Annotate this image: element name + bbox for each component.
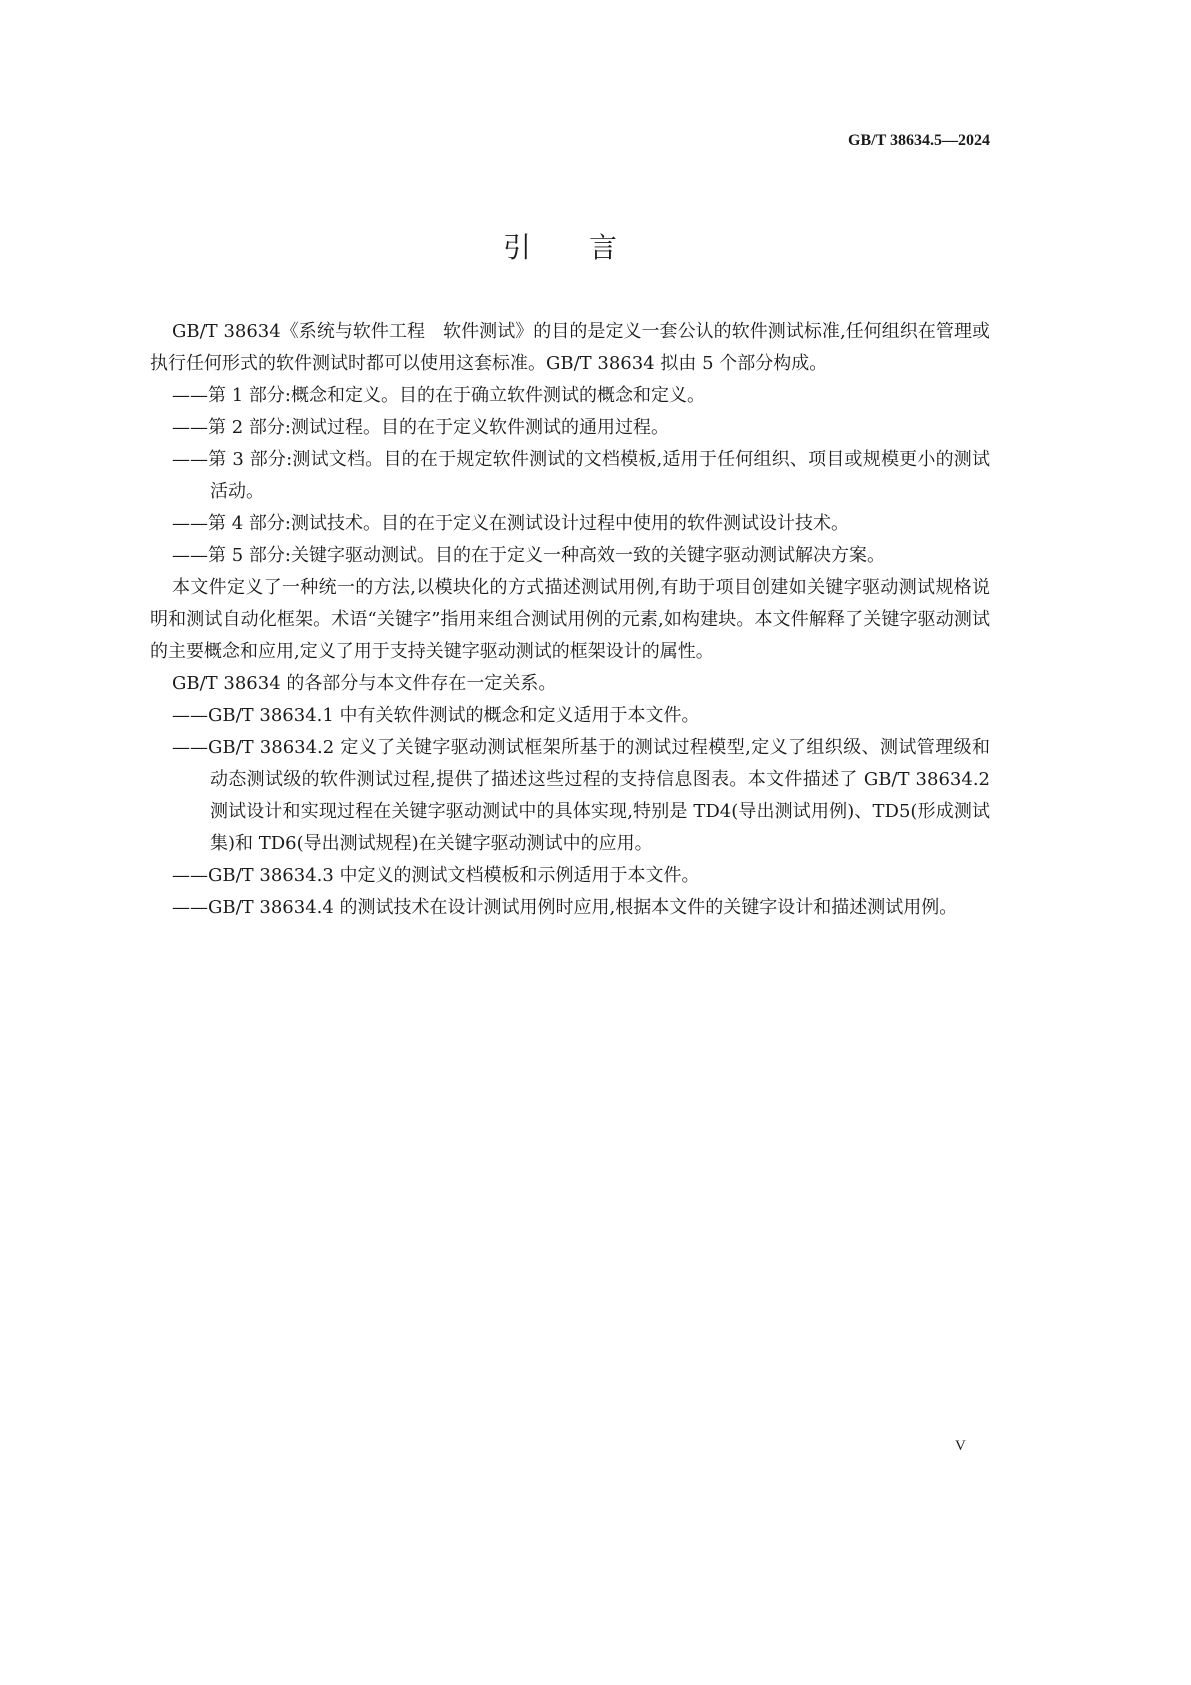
list-item-part-1: ——第 1 部分:概念和定义。目的在于确立软件测试的概念和定义。	[172, 385, 705, 406]
list-item-relation-4: ——GB/T 38634.4 的测试技术在设计测试用例时应用,根据本文件的关键字设计和描述测试用例。	[172, 897, 958, 918]
list-item-part-3: ——第 3 部分:测试文档。目的在于规定软件测试的文档模板,适用于任何组织、项目或规模更小的测试活动。	[172, 449, 990, 502]
list-item-part-4: ——第 4 部分:测试技术。目的在于定义在测试设计过程中使用的软件测试设计技术。	[172, 513, 849, 534]
paragraph-relations: GB/T 38634 的各部分与本文件存在一定关系。	[172, 673, 557, 694]
paragraph-method: 本文件定义了一种统一的方法,以模块化的方式描述测试用例,有助于项目创建如关键字驱动测试规格说明和测试自动化框架。术语“关键字”指用来组合测试用例的元素,如构建块。本文件解释了关键字驱动测试的主要概念和应用,定义了用于支持关键字驱动测试的框架设计的属性。	[150, 577, 990, 662]
list-item-part-5: ——第 5 部分:关键字驱动测试。目的在于定义一种高效一致的关键字驱动测试解决方案。	[172, 545, 885, 566]
list-item-relation-2: ——GB/T 38634.2 定义了关键字驱动测试框架所基于的测试过程模型,定义了组织级、测试管理级和动态测试级的软件测试过程,提供了描述这些过程的支持信息图表。本文件描述了 GB/T 38634.2测试设计和实现过程在关键字驱动测试中的具体实现,特别是 TD4(导出测试用例)、TD5(形成测试集)和 TD6(导出测试规程)在关键字驱动测试中的应用。	[172, 737, 990, 854]
paragraph-intro: GB/T 38634《系统与软件工程 软件测试》的目的是定义一套公认的软件测试标准,任何组织在管理或执行任何形式的软件测试时都可以使用这套标准。GB/T 38634 拟由 5 个部分构成。	[150, 321, 990, 374]
list-item-relation-3: ——GB/T 38634.3 中定义的测试文档模板和示例适用于本文件。	[172, 865, 700, 886]
body-content	[150, 316, 990, 924]
list-item-relation-1: ——GB/T 38634.1 中有关软件测试的概念和定义适用于本文件。	[172, 705, 700, 726]
list-item-part-2: ——第 2 部分:测试过程。目的在于定义软件测试的通用过程。	[172, 417, 669, 438]
standard-number-header: GB/T 38634.5—2024	[848, 132, 990, 149]
page-number: V	[955, 1438, 966, 1454]
section-title: 引言	[502, 231, 675, 264]
